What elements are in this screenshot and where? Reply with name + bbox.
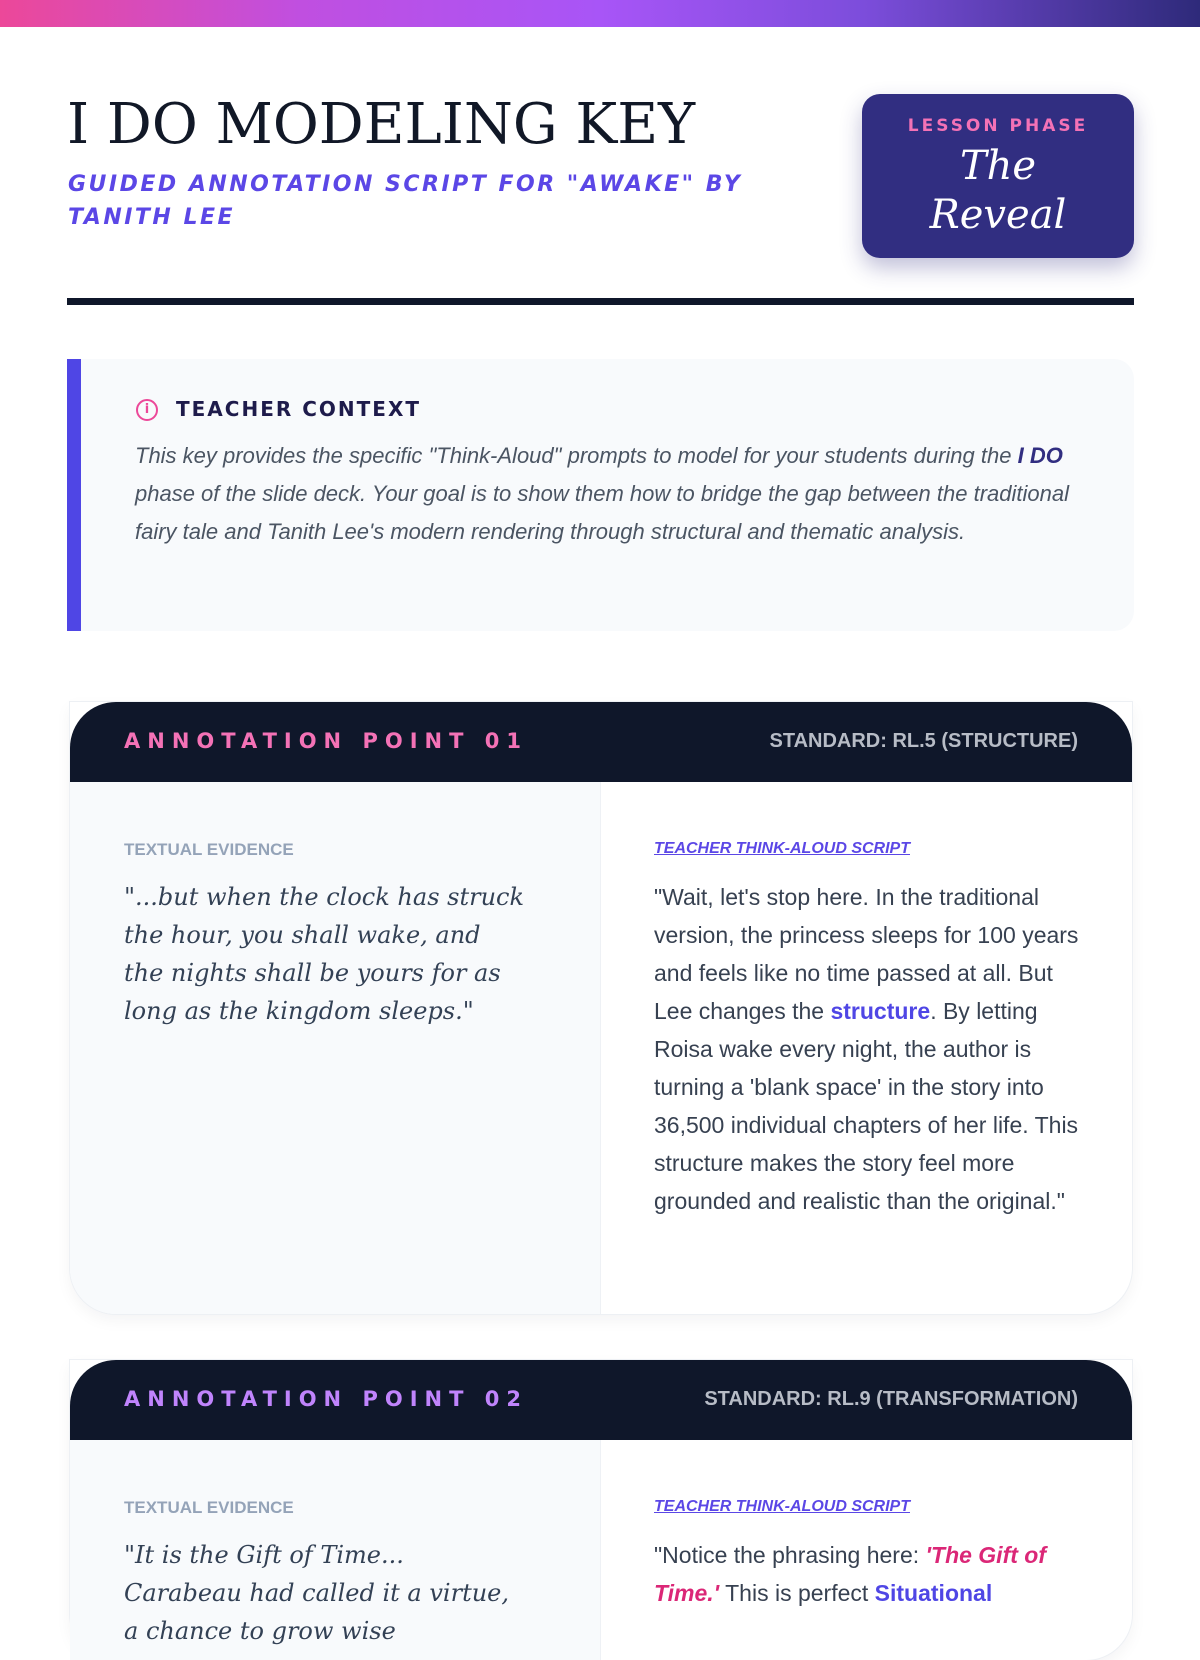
annotation-point-header xyxy=(70,1360,1132,1440)
lesson-phase-title: The Reveal xyxy=(929,143,1067,238)
think-aloud-script: "Notice the phrasing here: 'The Gift of Time.' This is perfect Situational xyxy=(654,1542,1046,1606)
top-gradient-bar xyxy=(0,0,1200,27)
evidence-quote: "It is the Gift of Time... Carabeau had called it a virtue, a chance to grow wise xyxy=(124,1541,509,1645)
think-aloud-label: TEACHER THINK-ALOUD SCRIPT xyxy=(654,840,910,857)
gift-of-time-highlight: 'The Gift of Time.' xyxy=(654,1542,1046,1606)
think-aloud-label: TEACHER THINK-ALOUD SCRIPT xyxy=(654,1498,910,1515)
situational-highlight: Situational xyxy=(874,1580,993,1606)
teacher-context-heading: TEACHER CONTEXT xyxy=(176,397,422,421)
page-title: I DO MODELING KEY xyxy=(67,92,696,157)
evidence-column xyxy=(70,782,600,1314)
annotation-point-01 xyxy=(70,702,1132,1314)
column-divider xyxy=(600,1440,601,1660)
evidence-label: TEXTUAL EVIDENCE xyxy=(124,1498,294,1517)
evidence-column xyxy=(70,1440,600,1660)
annotation-standard: STANDARD: RL.5 (STRUCTURE) xyxy=(769,730,1078,752)
teacher-context-panel xyxy=(67,359,1134,631)
structure-highlight: structure xyxy=(830,998,931,1024)
teacher-context-body: This key provides the specific "Think-Aloud" prompts to model for your students during the I DO phase of the slide deck. Your goal is to show them how to bridge the gap between the traditional fairy tale and Tanith Lee's modern rendering through structural and thematic analysis. xyxy=(135,443,1069,544)
think-aloud-script: "Wait, let's stop here. In the traditional version, the princess sleeps for 100 years and feels like no time passed at all. But Lee changes the structure. By letting Roisa wake every night, the author is turning a 'blank space' in the story into 36,500 individual chapters of her life. This structure makes the story feel more grounded and realistic than the original." xyxy=(654,884,1079,1214)
i-do-emphasis: I DO xyxy=(1017,443,1063,468)
annotation-point-title: ANNOTATION POINT 01 xyxy=(124,729,528,753)
annotation-standard: STANDARD: RL.9 (TRANSFORMATION) xyxy=(704,1388,1078,1410)
annotation-point-02 xyxy=(70,1360,1132,1660)
page-subtitle: GUIDED ANNOTATION SCRIPT FOR "AWAKE" BY TANITH LEE xyxy=(68,172,743,230)
lesson-phase-label: LESSON PHASE xyxy=(907,116,1089,136)
evidence-quote: "...but when the clock has struck the hour, you shall wake, and the nights shall be yours for as long as the kingdom sleeps." xyxy=(124,883,525,1025)
annotation-point-title: ANNOTATION POINT 02 xyxy=(124,1387,528,1411)
annotation-point-header xyxy=(70,702,1132,782)
column-divider xyxy=(600,782,601,1314)
evidence-label: TEXTUAL EVIDENCE xyxy=(124,840,294,859)
lesson-phase-card xyxy=(862,94,1134,258)
header-divider xyxy=(67,298,1134,305)
info-icon: i xyxy=(136,399,158,421)
